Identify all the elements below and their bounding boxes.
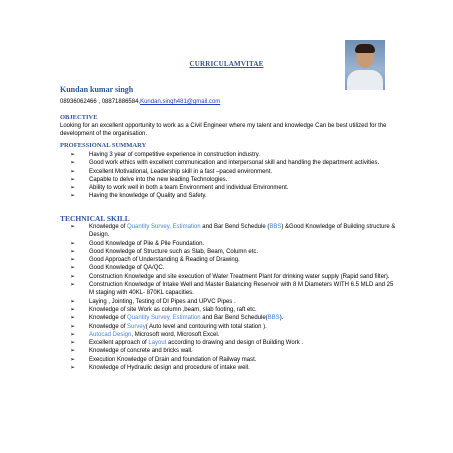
skill-text: , Microsoft word, Microsoft Excel.	[131, 331, 220, 338]
summary-item-text: Excellent Motivational, Leadership skill in a fast –paced environment.	[89, 168, 273, 175]
bullet-arrow-icon: ➢	[70, 331, 76, 338]
skill-item	[70, 347, 400, 355]
bullet-arrow-icon: ➢	[70, 365, 76, 372]
skill-highlight: Autocad Design	[89, 331, 132, 338]
candidate-name: Kundan kumar singh	[60, 85, 134, 94]
skill-highlight: BBS	[267, 315, 280, 322]
skill-text: Construction Knowledge of Intake Well and Master Balancing Reservoir with 8 M Diameters WITH 6.5 MLD and 25 M staging with 40KL- 870KL capacities.	[89, 282, 394, 297]
skill-highlight: BBS	[269, 224, 282, 230]
summary-item-text: Ability to work well in both a team Environment and individual Environment.	[89, 185, 289, 192]
objective-text: Looking for an excellent opportunity to work as a Civil Engineer where my talent and knowledge Can be best utilized for the development of the organisation.	[60, 123, 387, 138]
bullet-arrow-icon: ➢	[70, 323, 76, 330]
skill-text: Construction Knowledge and site execution of Water Treatment Plant for drinking water supply (Rapid sand filter).	[89, 273, 390, 280]
skill-text: Laying , Jointing, Testing of DI Pipes and UPVC Pipes .	[89, 298, 236, 305]
skill-item	[70, 273, 400, 281]
skill-text: Good Knowledge of QA/QC.	[89, 265, 165, 272]
skill-text: Knowledge of	[89, 315, 128, 322]
bullet-arrow-icon: ➢	[70, 168, 76, 175]
bullet-arrow-icon: ➢	[70, 185, 76, 192]
skill-text: Good Knowledge of Pile & Pile Foundation.	[89, 240, 205, 247]
summary-item	[70, 151, 410, 159]
skill-text: Knowledge of	[89, 224, 128, 230]
skill-text: and Bar Bend Schedule (	[200, 224, 270, 230]
summary-item-text: Capable to delve into the new leading Technologies.	[89, 176, 228, 183]
skill-item	[70, 339, 400, 347]
bullet-arrow-icon: ➢	[70, 356, 76, 363]
bullet-arrow-icon: ➢	[70, 348, 76, 355]
summary-item-text: Good work ethics with excellent communication and interpersonal skill and handling the department activities.	[89, 160, 380, 167]
skill-highlight: Survey	[127, 323, 146, 330]
document-title: CURRICULAMVITAE	[189, 60, 264, 68]
skill-text: Good Approach of Understanding & Reading of Drawing.	[89, 257, 240, 264]
objective-heading: OBJECTIVE	[60, 114, 98, 121]
skill-item	[70, 356, 400, 364]
bullet-arrow-icon: ➢	[70, 176, 76, 183]
skill-item	[70, 264, 400, 272]
profile-photo	[345, 40, 385, 90]
bullet-arrow-icon: ➢	[70, 257, 76, 264]
technical-skill-list	[70, 223, 400, 372]
contact-line	[60, 99, 220, 105]
skill-text: according to drawing and design of Building Work .	[166, 340, 304, 347]
bullet-arrow-icon: ➢	[70, 282, 76, 289]
summary-item	[70, 168, 410, 176]
bullet-arrow-icon: ➢	[70, 273, 76, 280]
professional-summary-list	[70, 151, 410, 201]
skill-text: Excellent approach of	[89, 340, 149, 347]
skill-highlight: Layout	[148, 340, 167, 347]
summary-item	[70, 192, 410, 200]
bullet-arrow-icon: ➢	[70, 298, 76, 305]
photo-shirt	[347, 70, 383, 90]
bullet-arrow-icon: ➢	[70, 340, 76, 347]
skill-item	[70, 281, 400, 298]
skill-text: Knowledge of site Work as column ,beam, slab footing, raft etc.	[89, 306, 257, 313]
skill-item	[70, 256, 400, 264]
bullet-arrow-icon: ➢	[70, 315, 76, 322]
skill-item	[70, 223, 400, 240]
bullet-arrow-icon: ➢	[70, 152, 76, 158]
skill-item	[70, 248, 400, 256]
skill-highlight: Quantity Survey, Estimation	[127, 315, 201, 322]
bullet-arrow-icon: ➢	[70, 193, 76, 200]
bullet-arrow-icon: ➢	[70, 306, 76, 313]
skill-item	[70, 306, 400, 314]
skill-item	[70, 364, 400, 372]
technical-skill-heading: TECHNICAL SKILL	[60, 214, 130, 223]
skill-text: Knowledge of concrete and bricks wall.	[89, 348, 193, 355]
skill-text: ).	[279, 315, 284, 322]
bullet-arrow-icon: ➢	[70, 240, 76, 247]
skill-text: Execution Knowledge of Drain and foundation of Railway mast.	[89, 356, 257, 363]
phone-numbers: 08936062466 , 08871886584,	[60, 99, 141, 105]
summary-item-text: Having the knowledge of Quality and Safety.	[89, 193, 207, 200]
skill-item	[70, 298, 400, 306]
summary-item-text: Having 3 year of competitive experience in construction industry.	[89, 152, 260, 158]
summary-item	[70, 176, 410, 184]
skill-item	[70, 331, 400, 339]
bullet-arrow-icon: ➢	[70, 248, 76, 255]
summary-item	[70, 159, 410, 167]
skill-text: ( Auto level and contouring with total station ).	[145, 323, 267, 330]
professional-summary-heading: PROFESSIONAL SUMMARY	[60, 142, 147, 149]
skill-text: Good Knowledge of Structure such as Slab, Beam, Column etc.	[89, 248, 259, 255]
skill-text: ) &Good Knowledge of Building structure & Design.	[89, 224, 396, 239]
bullet-arrow-icon: ➢	[70, 160, 76, 167]
email-link[interactable]: Kundan.singh481@gmail.com	[140, 99, 221, 105]
skill-item	[70, 314, 400, 322]
skill-text: Knowledge of Hydraulic design and procedure of intake well.	[89, 365, 250, 372]
bullet-arrow-icon: ➢	[70, 265, 76, 272]
photo-hair	[355, 44, 375, 53]
summary-item	[70, 184, 410, 192]
skill-text: Knowledge of	[89, 323, 128, 330]
bullet-arrow-icon: ➢	[70, 224, 76, 230]
skill-text: and Bar Bend Schedule(	[200, 315, 268, 322]
skill-item	[70, 323, 400, 331]
skill-item	[70, 240, 400, 248]
skill-highlight: Quantity Survey, Estimation	[127, 224, 201, 230]
